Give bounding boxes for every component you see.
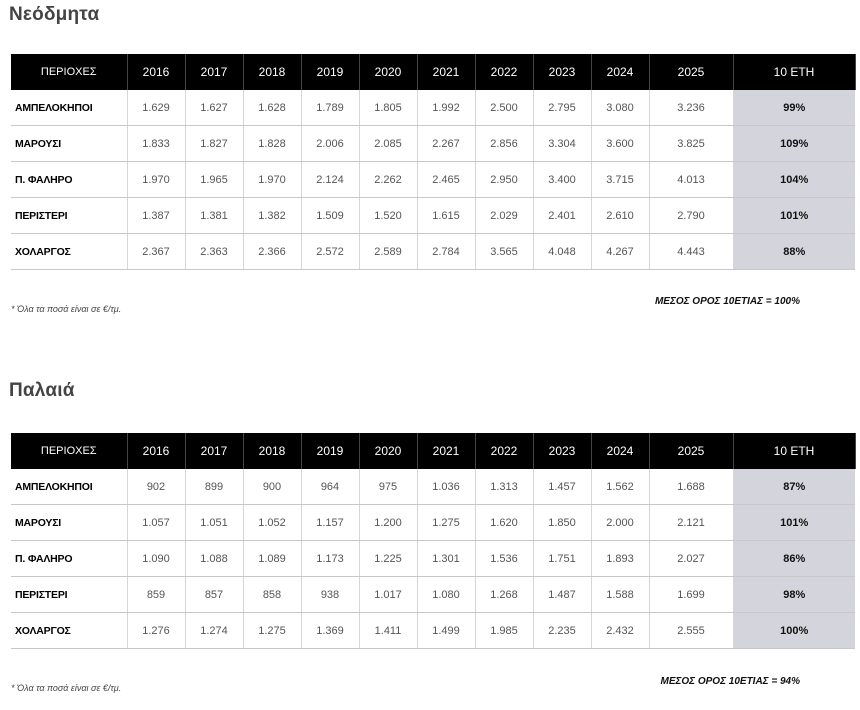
- price-cell: 858: [243, 577, 301, 613]
- section-new-build: [0, 0, 860, 340]
- price-cell: 3.565: [475, 234, 533, 270]
- price-cell: 1.052: [243, 505, 301, 541]
- header-cell: 2021: [417, 433, 475, 469]
- price-cell: 1.225: [359, 541, 417, 577]
- header-cell: 2020: [359, 433, 417, 469]
- price-cell: 1.268: [475, 577, 533, 613]
- price-cell: 1.805: [359, 90, 417, 126]
- region-cell: ΜΑΡΟΥΣΙ: [11, 126, 127, 162]
- region-cell: ΧΟΛΑΡΓΟΣ: [11, 234, 127, 270]
- price-cell: 4.267: [591, 234, 649, 270]
- price-cell: 1.157: [301, 505, 359, 541]
- price-cell: 1.487: [533, 577, 591, 613]
- price-cell: 964: [301, 469, 359, 505]
- header-cell: ΠΕΡΙΟΧΕΣ: [11, 433, 127, 469]
- price-cell: 1.090: [127, 541, 185, 577]
- header-cell: 2020: [359, 54, 417, 90]
- price-cell: 2.000: [591, 505, 649, 541]
- header-cell: 2021: [417, 54, 475, 90]
- price-cell: 1.382: [243, 198, 301, 234]
- price-cell: 1.985: [475, 613, 533, 649]
- price-cell: 1.089: [243, 541, 301, 577]
- price-cell: 1.827: [185, 126, 243, 162]
- price-cell: 4.013: [649, 162, 733, 198]
- table-header-row: [11, 54, 855, 90]
- price-cell: 2.085: [359, 126, 417, 162]
- header-cell: 10 ΕΤΗ: [733, 54, 855, 90]
- price-cell: 1.275: [417, 505, 475, 541]
- header-cell: 2022: [475, 54, 533, 90]
- price-cell: 1.789: [301, 90, 359, 126]
- header-cell: 2025: [649, 54, 733, 90]
- price-cell: 2.006: [301, 126, 359, 162]
- ten-year-change-cell: 86%: [733, 541, 855, 577]
- table-row: [11, 198, 855, 234]
- price-cell: 1.274: [185, 613, 243, 649]
- table-row: [11, 577, 855, 613]
- price-cell: 4.443: [649, 234, 733, 270]
- price-cell: 1.970: [243, 162, 301, 198]
- region-cell: ΑΜΠΕΛΟΚΗΠΟΙ: [11, 469, 127, 505]
- header-cell: 10 ΕΤΗ: [733, 433, 855, 469]
- price-cell: 2.121: [649, 505, 733, 541]
- price-cell: 2.262: [359, 162, 417, 198]
- price-cell: 1.965: [185, 162, 243, 198]
- table-header-row: [11, 433, 855, 469]
- region-cell: ΧΟΛΑΡΓΟΣ: [11, 613, 127, 649]
- price-cell: 1.627: [185, 90, 243, 126]
- price-cell: 1.628: [243, 90, 301, 126]
- table-row: [11, 505, 855, 541]
- price-cell: 3.600: [591, 126, 649, 162]
- header-cell: 2018: [243, 433, 301, 469]
- table-row: [11, 126, 855, 162]
- price-cell: 2.363: [185, 234, 243, 270]
- price-cell: 1.369: [301, 613, 359, 649]
- price-cell: 3.304: [533, 126, 591, 162]
- units-note: * Όλα τα ποσά είναι σε €/τμ.: [11, 304, 122, 314]
- ten-year-change-cell: 98%: [733, 577, 855, 613]
- price-cell: 1.051: [185, 505, 243, 541]
- region-cell: Π. ΦΑΛΗΡΟ: [11, 541, 127, 577]
- price-cell: 1.615: [417, 198, 475, 234]
- price-cell: 938: [301, 577, 359, 613]
- price-cell: 1.562: [591, 469, 649, 505]
- ten-year-change-cell: 99%: [733, 90, 855, 126]
- price-cell: 1.080: [417, 577, 475, 613]
- price-cell: 1.381: [185, 198, 243, 234]
- price-cell: 3.400: [533, 162, 591, 198]
- price-cell: 2.124: [301, 162, 359, 198]
- price-cell: 1.751: [533, 541, 591, 577]
- price-cell: 2.500: [475, 90, 533, 126]
- header-cell: 2017: [185, 54, 243, 90]
- price-cell: 900: [243, 469, 301, 505]
- price-cell: 2.027: [649, 541, 733, 577]
- ten-year-change-cell: 87%: [733, 469, 855, 505]
- ten-year-change-cell: 101%: [733, 198, 855, 234]
- price-cell: 2.572: [301, 234, 359, 270]
- price-cell: 2.366: [243, 234, 301, 270]
- table-row: [11, 469, 855, 505]
- header-cell: 2022: [475, 433, 533, 469]
- price-cell: 1.970: [127, 162, 185, 198]
- price-cell: 2.795: [533, 90, 591, 126]
- region-cell: ΠΕΡΙΣΤΕΡΙ: [11, 577, 127, 613]
- price-cell: 1.301: [417, 541, 475, 577]
- units-note: * Όλα τα ποσά είναι σε €/τμ.: [11, 683, 122, 693]
- price-cell: 902: [127, 469, 185, 505]
- price-cell: 1.620: [475, 505, 533, 541]
- price-table: [11, 433, 856, 649]
- region-cell: ΜΑΡΟΥΣΙ: [11, 505, 127, 541]
- price-cell: 1.088: [185, 541, 243, 577]
- price-cell: 1.173: [301, 541, 359, 577]
- price-cell: 3.236: [649, 90, 733, 126]
- price-cell: 1.200: [359, 505, 417, 541]
- price-cell: 1.536: [475, 541, 533, 577]
- header-cell: 2016: [127, 433, 185, 469]
- table-row: [11, 541, 855, 577]
- price-cell: 1.411: [359, 613, 417, 649]
- price-cell: 1.629: [127, 90, 185, 126]
- price-cell: 1.313: [475, 469, 533, 505]
- header-cell: 2025: [649, 433, 733, 469]
- price-cell: 1.850: [533, 505, 591, 541]
- price-cell: 2.856: [475, 126, 533, 162]
- price-cell: 1.588: [591, 577, 649, 613]
- price-cell: 2.367: [127, 234, 185, 270]
- price-cell: 3.715: [591, 162, 649, 198]
- price-cell: 1.017: [359, 577, 417, 613]
- section-title: Νεόδμητα: [9, 4, 100, 25]
- ten-year-change-cell: 104%: [733, 162, 855, 198]
- price-cell: 1.520: [359, 198, 417, 234]
- price-cell: 2.784: [417, 234, 475, 270]
- header-cell: ΠΕΡΙΟΧΕΣ: [11, 54, 127, 90]
- average-note: ΜΕΣΟΣ ΟΡΟΣ 10ΕΤΙΑΣ = 94%: [660, 676, 800, 687]
- price-cell: 1.833: [127, 126, 185, 162]
- price-table: [11, 54, 856, 270]
- price-cell: 859: [127, 577, 185, 613]
- header-cell: 2023: [533, 433, 591, 469]
- price-cell: 2.401: [533, 198, 591, 234]
- section-title: Παλαιά: [9, 380, 75, 401]
- region-cell: ΠΕΡΙΣΤΕΡΙ: [11, 198, 127, 234]
- table-row: [11, 90, 855, 126]
- price-cell: 899: [185, 469, 243, 505]
- price-cell: 3.080: [591, 90, 649, 126]
- price-cell: 1.457: [533, 469, 591, 505]
- header-cell: 2017: [185, 433, 243, 469]
- price-cell: 2.589: [359, 234, 417, 270]
- price-cell: 1.509: [301, 198, 359, 234]
- price-cell: 1.276: [127, 613, 185, 649]
- price-cell: 1.992: [417, 90, 475, 126]
- header-cell: 2023: [533, 54, 591, 90]
- section-old-build: [0, 370, 860, 710]
- price-cell: 2.432: [591, 613, 649, 649]
- price-cell: 1.036: [417, 469, 475, 505]
- ten-year-change-cell: 100%: [733, 613, 855, 649]
- price-cell: 2.465: [417, 162, 475, 198]
- region-cell: ΑΜΠΕΛΟΚΗΠΟΙ: [11, 90, 127, 126]
- price-cell: 2.790: [649, 198, 733, 234]
- ten-year-change-cell: 109%: [733, 126, 855, 162]
- price-cell: 1.699: [649, 577, 733, 613]
- header-cell: 2016: [127, 54, 185, 90]
- price-cell: 2.950: [475, 162, 533, 198]
- price-cell: 1.499: [417, 613, 475, 649]
- price-cell: 1.893: [591, 541, 649, 577]
- price-cell: 2.267: [417, 126, 475, 162]
- table-row: [11, 234, 855, 270]
- header-cell: 2024: [591, 433, 649, 469]
- header-cell: 2024: [591, 54, 649, 90]
- price-cell: 4.048: [533, 234, 591, 270]
- price-cell: 857: [185, 577, 243, 613]
- price-cell: 2.029: [475, 198, 533, 234]
- table-row: [11, 613, 855, 649]
- price-cell: 1.828: [243, 126, 301, 162]
- price-cell: 1.688: [649, 469, 733, 505]
- table-row: [11, 162, 855, 198]
- price-cell: 3.825: [649, 126, 733, 162]
- average-note: ΜΕΣΟΣ ΟΡΟΣ 10ΕΤΙΑΣ = 100%: [654, 296, 800, 307]
- ten-year-change-cell: 88%: [733, 234, 855, 270]
- region-cell: Π. ΦΑΛΗΡΟ: [11, 162, 127, 198]
- price-cell: 1.057: [127, 505, 185, 541]
- header-cell: 2019: [301, 54, 359, 90]
- header-cell: 2018: [243, 54, 301, 90]
- price-cell: 1.387: [127, 198, 185, 234]
- price-cell: 1.275: [243, 613, 301, 649]
- price-cell: 2.555: [649, 613, 733, 649]
- header-cell: 2019: [301, 433, 359, 469]
- price-cell: 2.235: [533, 613, 591, 649]
- price-cell: 2.610: [591, 198, 649, 234]
- price-cell: 975: [359, 469, 417, 505]
- ten-year-change-cell: 101%: [733, 505, 855, 541]
